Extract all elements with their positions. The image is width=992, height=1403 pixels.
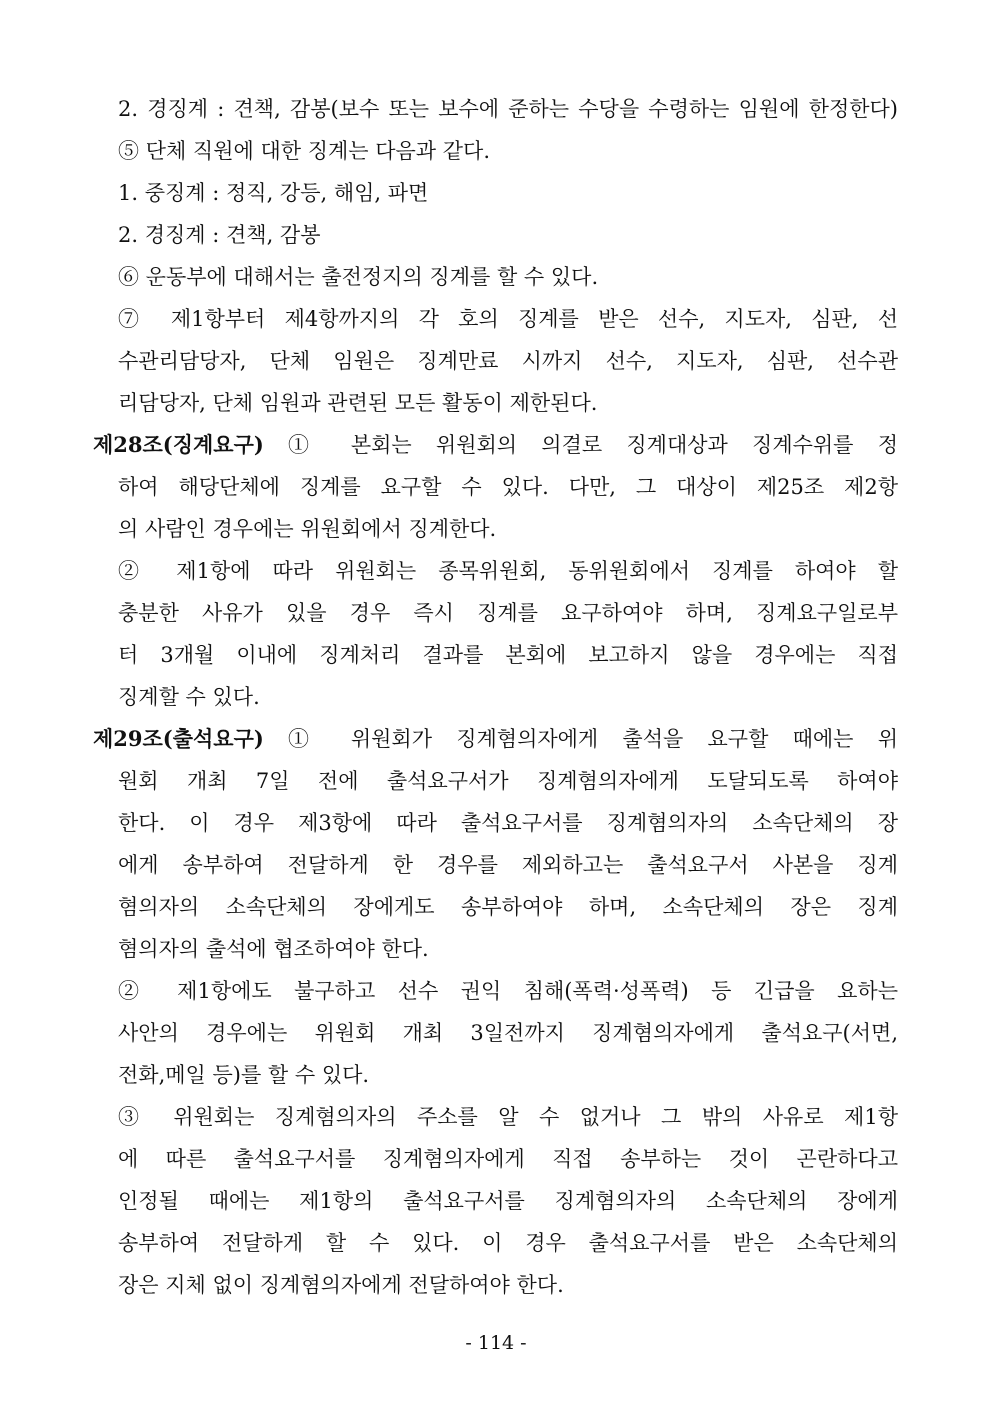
text-span: ① 본회는 위원회의 의결로 징계대상과 징계수위를 정 [288, 433, 898, 457]
text-line: 충분한 사유가 있을 경우 즉시 징계를 요구하여야 하며, 징계요구일로부 [118, 601, 898, 625]
text-line: 리담당자, 단체 임원과 관련된 모든 활동이 제한된다. [118, 391, 598, 415]
text-line: 송부하여 전달하게 할 수 있다. 이 경우 출석요구서를 받은 소속단체의 [118, 1231, 898, 1255]
article-29-heading: 제29조(출석요구) [93, 726, 264, 751]
text-line: 터 3개월 이내에 징계처리 결과를 본회에 보고하지 않을 경우에는 직접 [118, 643, 898, 667]
text-line: 한다. 이 경우 제3항에 따라 출석요구서를 징계혐의자의 소속단체의 장 [118, 811, 898, 835]
text-line: 에 따른 출석요구서를 징계혐의자에게 직접 송부하는 것이 곤란하다고 [118, 1147, 898, 1171]
text-line: ② 제1항에도 불구하고 선수 권익 침해(폭력·성폭력) 등 긴급을 요하는 [118, 979, 898, 1003]
text-line: 인정될 때에는 제1항의 출석요구서를 징계혐의자의 소속단체의 장에게 [118, 1189, 898, 1213]
text-line: 장은 지체 없이 징계혐의자에게 전달하여야 한다. [118, 1273, 564, 1297]
text-line: 원회 개최 7일 전에 출석요구서가 징계혐의자에게 도달되도록 하여야 [118, 769, 898, 793]
text-line: 2. 경징계 : 견책, 감봉(보수 또는 보수에 준하는 수당을 수령하는 임원에 한정한다) [118, 97, 898, 121]
text-span: ① 위원회가 징계혐의자에게 출석을 요구할 때에는 위 [288, 727, 898, 751]
text-line: ⑦ 제1항부터 제4항까지의 각 호의 징계를 받은 선수, 지도자, 심판, 선 [118, 307, 898, 331]
text-line: ③ 위원회는 징계혐의자의 주소를 알 수 없거나 그 밖의 사유로 제1항 [118, 1105, 898, 1129]
text-line: 1. 중징계 : 정직, 강등, 해임, 파면 [118, 181, 429, 205]
text-line: ② 제1항에 따라 위원회는 종목위원회, 동위원회에서 징계를 하여야 할 [118, 559, 898, 583]
text-line: 의 사람인 경우에는 위원회에서 징계한다. [118, 517, 497, 541]
text-line: ⑥ 운동부에 대해서는 출전정지의 징계를 할 수 있다. [118, 265, 599, 289]
text-line: 2. 경징계 : 견책, 감봉 [118, 223, 321, 247]
text-line: 전화,메일 등)를 할 수 있다. [118, 1063, 370, 1087]
text-line: ⑤ 단체 직원에 대한 징계는 다음과 같다. [118, 139, 491, 163]
text-line: 징계할 수 있다. [118, 685, 260, 709]
text-line: 사안의 경우에는 위원회 개최 3일전까지 징계혐의자에게 출석요구(서면, [118, 1021, 898, 1045]
article-28-heading: 제28조(징계요구) [93, 432, 264, 457]
text-line: 혐의자의 소속단체의 장에게도 송부하여야 하며, 소속단체의 장은 징계 [118, 895, 898, 919]
text-line: 수관리담당자, 단체 임원은 징계만료 시까지 선수, 지도자, 심판, 선수관 [118, 349, 898, 373]
article-28-first-line [93, 424, 898, 466]
text-line: 에게 송부하여 전달하게 한 경우를 제외하고는 출석요구서 사본을 징계 [118, 853, 898, 877]
text-line: 하여 해당단체에 징계를 요구할 수 있다. 다만, 그 대상이 제25조 제2항 [118, 475, 898, 499]
text-line: 혐의자의 출석에 협조하여야 한다. [118, 937, 429, 961]
article-29-first-line [93, 718, 898, 760]
page-number: - 114 - [465, 1332, 527, 1354]
